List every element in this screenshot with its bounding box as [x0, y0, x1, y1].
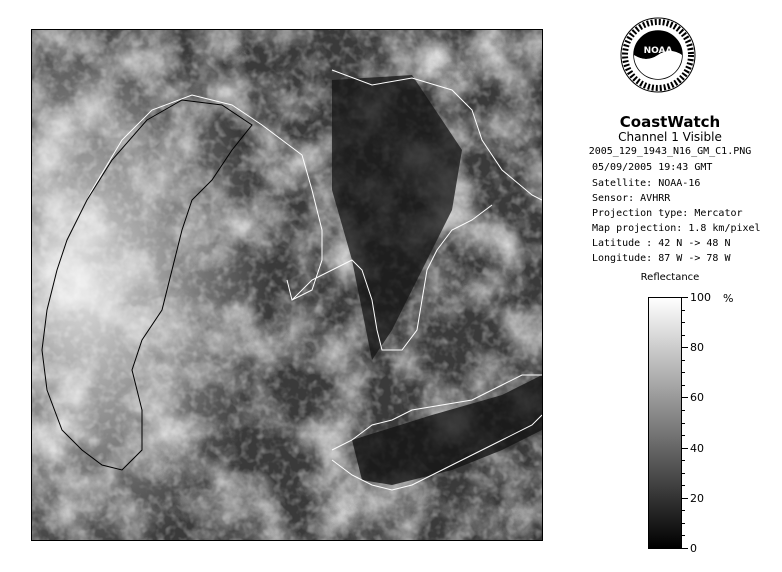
product-filename: 2005_129_1943_N16_GM_C1.PNG [588, 146, 752, 157]
colorbar-tick [682, 335, 685, 336]
colorbar-tick [682, 548, 688, 549]
colorbar-tick [682, 410, 685, 411]
reflectance-colorbar [648, 297, 682, 549]
colorbar-tick [682, 310, 685, 311]
product-title: CoastWatch [619, 113, 721, 131]
colorbar-tick [682, 435, 685, 436]
colorbar-tick [682, 372, 685, 373]
colorbar-tick [682, 385, 685, 386]
product-subtitle: Channel 1 Visible [618, 130, 722, 144]
colorbar-tick [682, 535, 685, 536]
metadata-satellite: Satellite: NOAA-16 [592, 178, 701, 189]
colorbar-tick [682, 397, 688, 398]
colorbar-tick-label: 60 [690, 391, 704, 405]
satellite-scene [32, 30, 542, 540]
colorbar-tick [682, 498, 688, 499]
colorbar-tick [682, 297, 688, 298]
colorbar-tick-label: 20 [690, 491, 704, 505]
noaa-emblem-icon [620, 17, 696, 93]
noaa-logo-text: NOAA [643, 46, 673, 56]
colorbar-tick [682, 448, 688, 449]
colorbar-tick [682, 510, 685, 511]
colorbar-tick [682, 347, 688, 348]
colorbar-label: Reflectance [640, 272, 700, 283]
colorbar-tick [682, 485, 685, 486]
metadata-datetime: 05/09/2005 19:43 GMT [592, 162, 713, 173]
colorbar-unit: % [723, 292, 734, 305]
colorbar-tick-label: 40 [690, 441, 704, 455]
colorbar-tick-label: 100 [690, 291, 711, 304]
colorbar-tick [682, 423, 685, 424]
colorbar-tick [682, 460, 685, 461]
colorbar-tick [682, 473, 685, 474]
colorbar-tick-label: 0 [690, 542, 697, 555]
colorbar-tick [682, 523, 685, 524]
cloud-bright-west [32, 30, 372, 540]
noaa-logo [620, 17, 696, 93]
metadata-sensor: Sensor: AVHRR [592, 193, 671, 204]
colorbar-tick [682, 360, 685, 361]
metadata-longitude: Longitude: 87 W -> 78 W [592, 253, 731, 264]
satellite-image [31, 29, 543, 541]
colorbar-tick [682, 322, 685, 323]
metadata-map-projection: Map projection: 1.8 km/pixel [592, 223, 761, 234]
metadata-projection-type: Projection type: Mercator [592, 208, 743, 219]
colorbar-tick-label: 80 [690, 341, 704, 355]
metadata-latitude: Latitude : 42 N -> 48 N [592, 238, 731, 249]
